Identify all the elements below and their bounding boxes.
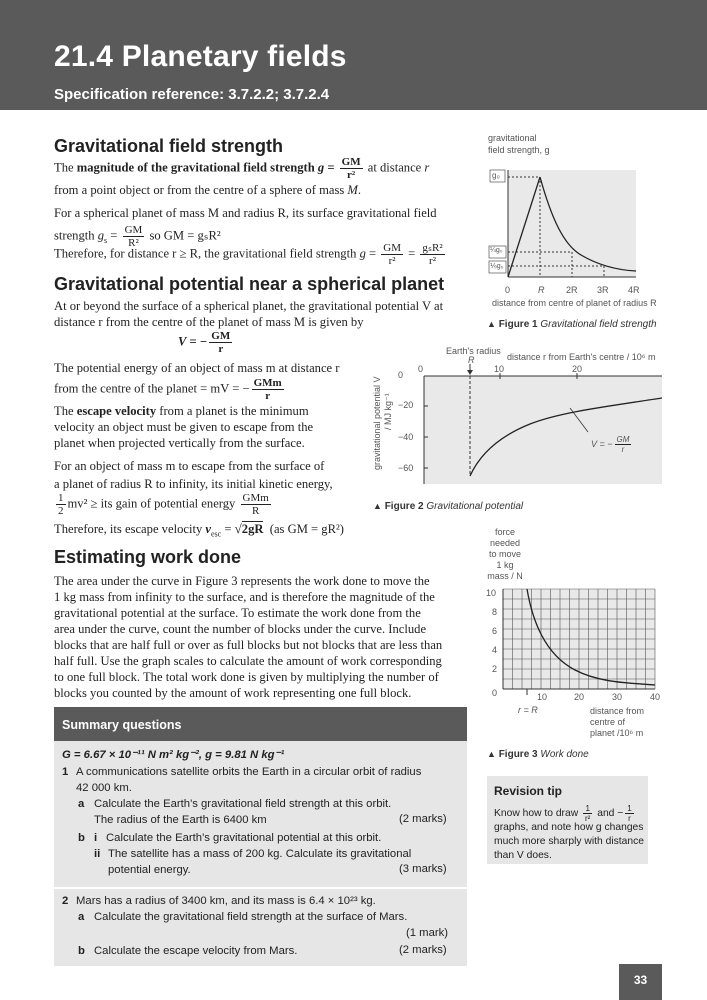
denominator: R² — [128, 237, 139, 249]
fig1-quarter-label: ¼g₀ — [490, 247, 503, 254]
fig1-tick: R — [538, 285, 545, 295]
numerator: GM — [124, 224, 143, 236]
figure-1-caption — [487, 319, 657, 330]
bold-term: magnitude of the gravitational field strength — [76, 160, 315, 175]
fig3-ytick: 2 — [492, 664, 498, 674]
denominator: r² — [347, 169, 356, 181]
paragraph-line: blocks that are half full or over as full blocks but not blocks that are less than — [54, 638, 443, 652]
curve-label-text: V = − — [591, 438, 613, 449]
ylabel-line: mass / N — [487, 571, 523, 581]
fig2-ytick: −20 — [398, 400, 414, 410]
q1-number: 1 — [62, 766, 69, 778]
text: at distance — [364, 160, 425, 175]
page-title: 21.4 Planetary fields — [54, 40, 347, 73]
fig3-xtick: 40 — [650, 692, 661, 702]
paragraph-line: gravitational potential at the surface. To estimate the work done from the — [54, 606, 421, 620]
q1-text: A communications satellite orbits the Earth in a circular orbit of radius — [76, 766, 422, 778]
paragraph-line: planet when projected vertically from the surface. — [54, 436, 305, 450]
caption-marker: ▲ — [487, 319, 496, 329]
revision-tip-title: Revision tip — [494, 784, 563, 798]
caption-title: Gravitational field strength — [540, 319, 657, 330]
text: Therefore, its escape velocity — [54, 522, 206, 536]
paragraph-pe-eq — [54, 377, 374, 402]
tip-text: and − — [597, 808, 624, 820]
denominator: r² — [388, 255, 396, 267]
ylabel-line: needed — [489, 538, 521, 548]
denominator: r — [621, 445, 625, 454]
q1bii-text: potential energy. — [108, 864, 191, 876]
numerator: GM — [341, 156, 361, 168]
plot-area — [424, 376, 662, 484]
fig2-xtick: 20 — [572, 364, 583, 374]
text: (as GM = gR²) — [269, 522, 344, 536]
denominator: r — [218, 343, 224, 355]
paragraph-surface-field-eq: strength $g_s$ = $\frac{GM}{\text{R²}}$ so GM = gₛR² — [54, 224, 221, 249]
denominator: 2 — [58, 505, 64, 517]
paragraph-field-strength-definition: The magnitude of the gravitational field strength g = $\frac{GM}{\text{r²}}$ at distance r — [54, 156, 430, 181]
paragraph-line: area under the curve, count the number of blocks under the curve. Include — [54, 622, 427, 636]
fig3-xtick: 30 — [612, 692, 623, 702]
paragraph-line: The area under the curve in Figure 3 represents the work done to move the — [54, 574, 430, 588]
numerator: GMm — [242, 492, 269, 504]
paragraph-line: a planet of radius R to infinity, its initial kinetic energy, — [54, 477, 333, 491]
tip-line — [494, 804, 636, 823]
q2a-marks: (1 mark) — [406, 927, 449, 939]
text: strength — [54, 228, 95, 243]
q2a-label: a — [78, 911, 85, 923]
fraction-1-r2: $\frac{1}{\text{r²}}$ — [585, 804, 591, 823]
ylabel-line: force — [494, 527, 515, 537]
paragraph-line: blocks you counted by the amount of work representing one full block. — [54, 686, 412, 700]
var-g: g — [317, 160, 325, 175]
paragraph-line: half full. Use the graph scales to calculate the amount of work corresponding — [54, 654, 442, 668]
q1a-text: Calculate the Earth's gravitational field strength at this orbit. — [94, 798, 392, 810]
fraction-GMm-R — [241, 492, 271, 517]
text: so GM = gₛR² — [149, 228, 221, 243]
figure-3-graph — [490, 585, 660, 695]
fig2-ytick: −60 — [398, 463, 414, 473]
summary-title: Summary questions — [62, 718, 182, 732]
text: mv² ≥ its gain of potential energy — [67, 496, 236, 511]
q1bi-text: Calculate the Earth's gravitational potential at this orbit. — [106, 832, 382, 844]
paragraph-line: velocity an object must be given to escape from the — [54, 420, 314, 434]
paragraph-line: For an object of mass m to escape from the surface of — [54, 459, 325, 473]
page-number-tab — [619, 964, 662, 1000]
fig3-xlabel — [590, 706, 644, 739]
q2b-text: Calculate the escape velocity from Mars. — [94, 945, 298, 957]
caption-title: Work done — [540, 749, 589, 760]
caption-number: Figure 2 — [384, 501, 424, 512]
caption-number: Figure 1 — [498, 319, 538, 330]
q1a-text: The radius of the Earth is 6400 km — [94, 814, 267, 826]
fraction-GMm-r — [252, 377, 284, 402]
section-title-potential: Gravitational potential near a spherical planet — [54, 274, 445, 294]
caption-marker: ▲ — [487, 749, 496, 759]
paragraph-line: At or beyond the surface of a spherical planet, the gravitational potential V at — [54, 299, 444, 313]
tip-line: much more sharply with distance — [494, 836, 644, 847]
fig2-xtick: 10 — [494, 364, 505, 374]
numerator: 1 — [58, 492, 64, 504]
fig1-tick: 4R — [628, 285, 640, 295]
paragraph-line: The potential energy of an object of mass m at distance r — [54, 361, 340, 375]
fig2-ylabel: gravitational potential V — [372, 376, 382, 470]
fig3-ytick: 4 — [492, 645, 498, 655]
root-content: 2gR — [241, 522, 264, 536]
figure-2-caption — [373, 501, 523, 512]
text: The — [54, 160, 77, 175]
bold-term: escape velocity — [76, 404, 157, 418]
text: from a planet is the minimum — [156, 404, 309, 418]
fig1-tick: 0 — [505, 285, 511, 295]
q1bii-label: ii — [94, 848, 101, 860]
numerator: GM — [383, 242, 401, 254]
page-number: 33 — [633, 973, 648, 987]
numerator: GM — [616, 435, 630, 444]
q1bii-text: The satellite has a mass of 200 kg. Calculate its gravitational — [108, 848, 412, 860]
eq-sign: = — [324, 160, 338, 175]
q2a-text: Calculate the gravitational field strength at the surface of Mars. — [94, 911, 408, 923]
fig2-xtick: 0 — [418, 364, 424, 374]
fig2-xlabel: distance r from Earth's centre / 10⁶ m — [507, 352, 656, 362]
numerator: GM — [211, 330, 231, 342]
fig3-ylabel — [487, 527, 523, 582]
var-v: v — [205, 522, 211, 536]
figure-1-graph — [486, 160, 646, 285]
figure-3-caption — [487, 749, 589, 760]
fig2-ytick: −40 — [398, 432, 414, 442]
ylabel-line: 1 kg — [496, 560, 514, 570]
q1-text: 42 000 km. — [76, 782, 132, 794]
subscript: esc — [211, 529, 222, 539]
caption-number: Figure 3 — [498, 749, 538, 760]
q2b-label: b — [78, 945, 85, 957]
fraction-1-r: $\frac{1}{r}$ — [627, 804, 632, 823]
numerator: gₛR² — [422, 242, 443, 254]
spec-reference: Specification reference: 3.7.2.2; 3.7.2.4 — [54, 86, 330, 103]
paragraph-escape-eq: Therefore, its escape velocity $v_{esc} = √2gR$ (as GM = gR²) — [54, 521, 344, 539]
section-title-field-strength: Gravitational field strength — [54, 136, 284, 156]
fig3-xtick: 20 — [574, 692, 585, 702]
paragraph-field-r-ge-R: Therefore, for distance r ≥ R, the gravitational field strength g = $\frac{GM}{\text{r²}}$ = $\frac{\text{gₛR²}}{\text{r²}}$ — [54, 242, 443, 267]
paragraph-line: distance r from the centre of the planet of mass M is given by — [54, 315, 364, 329]
chapter-header — [0, 0, 707, 110]
q1a-label: a — [78, 798, 85, 810]
q1bi-label: i — [94, 832, 98, 844]
text: The — [54, 404, 77, 418]
q2b-marks: (2 marks) — [399, 944, 447, 956]
paragraph-ke-eq — [54, 492, 374, 517]
section-title-work-done: Estimating work done — [54, 547, 242, 567]
fig2-R-label: R — [468, 355, 475, 365]
fig3-ytick: 10 — [486, 588, 497, 598]
xlabel-line: distance from — [590, 706, 645, 716]
numerator: GMm — [253, 377, 282, 389]
fraction-GM-r — [209, 330, 232, 355]
paragraph-line: to one full block. The total work done is given by multiplying the number of — [54, 670, 439, 684]
fig1-xlabel: distance from centre of planet of radius R — [492, 298, 657, 308]
constants-line: G = 6.67 × 10⁻¹¹ N m² kg⁻², g = 9.81 N kg⁻¹ — [62, 749, 285, 761]
tip-text: Know how to draw — [494, 808, 579, 820]
tip-line: graphs, and note how g changes — [494, 822, 644, 833]
fig1-tick: 2R — [566, 285, 578, 295]
fraction-GM-r2 — [340, 156, 363, 181]
fraction-GM-r2 — [381, 242, 403, 267]
fig2-ytick: 0 — [398, 370, 404, 380]
fig3-ytick: 0 — [492, 688, 498, 698]
caption-title: Gravitational potential — [426, 501, 524, 512]
summary-questions-box — [54, 707, 467, 966]
summary-header — [54, 707, 467, 741]
question-divider — [54, 887, 467, 889]
xlabel-line: planet /10⁶ m — [590, 728, 644, 738]
q1b-marks: (3 marks) — [399, 863, 447, 875]
q1a-marks: (2 marks) — [399, 813, 447, 825]
eq-lhs: V = − — [178, 334, 208, 349]
fig3-xtick: 10 — [537, 692, 548, 702]
q1b-label: b — [78, 832, 85, 844]
figure-2-graph — [410, 364, 662, 489]
text: from the centre of the planet = mV = − — [54, 381, 250, 396]
fig1-tick: 3R — [597, 285, 609, 295]
fraction-half — [56, 492, 66, 517]
text: from a point object or from the centre of a sphere of mass — [54, 183, 348, 197]
paragraph-escape-velocity — [54, 403, 374, 420]
fig3-ytick: 6 — [492, 626, 498, 636]
q2-number: 2 — [62, 895, 69, 907]
caption-marker: ▲ — [373, 501, 382, 511]
denominator: r² — [429, 255, 437, 267]
fig1-g0-label: g₀ — [492, 171, 500, 180]
fig1-ylabel: field strength, g — [488, 145, 550, 155]
R-arrowhead — [467, 370, 473, 375]
denominator: r — [265, 390, 271, 402]
fraction-gsR2-r2 — [420, 242, 444, 267]
fig1-ninth-label: ⅑g₀ — [490, 263, 504, 270]
paragraph-line: 1 kg mass from infinity to the surface, and is therefore the magnitude of the — [54, 590, 435, 604]
denominator: R — [251, 505, 260, 517]
fig2-radius-label: Earth's radius — [446, 346, 501, 356]
tip-line: than V does. — [494, 850, 552, 861]
revision-tip-box — [487, 776, 648, 864]
fig3-ytick: 8 — [492, 607, 498, 617]
xlabel-line: centre of — [590, 717, 626, 727]
text: Therefore, for distance r ≥ R, the gravitational field strength — [54, 246, 357, 261]
text: = — [221, 522, 235, 536]
fig2-curve-label — [591, 435, 633, 454]
paragraph-surface-field: For a spherical planet of mass M and radius R, its surface gravitational field — [54, 206, 437, 220]
fraction-GM-r — [615, 435, 632, 454]
paragraph-line: from a point object or from the centre of a sphere of mass M. — [54, 183, 362, 197]
fig3-r-eq-R: r = R — [518, 705, 538, 715]
fig1-ylabel: gravitational — [488, 133, 537, 143]
fig2-ylabel-units: / MJ kg⁻¹ — [383, 393, 393, 430]
equation-potential — [178, 330, 234, 355]
ylabel-line: to move — [488, 549, 521, 559]
q2-text: Mars has a radius of 3400 km, and its mass is 6.4 × 10²³ kg. — [76, 895, 376, 907]
